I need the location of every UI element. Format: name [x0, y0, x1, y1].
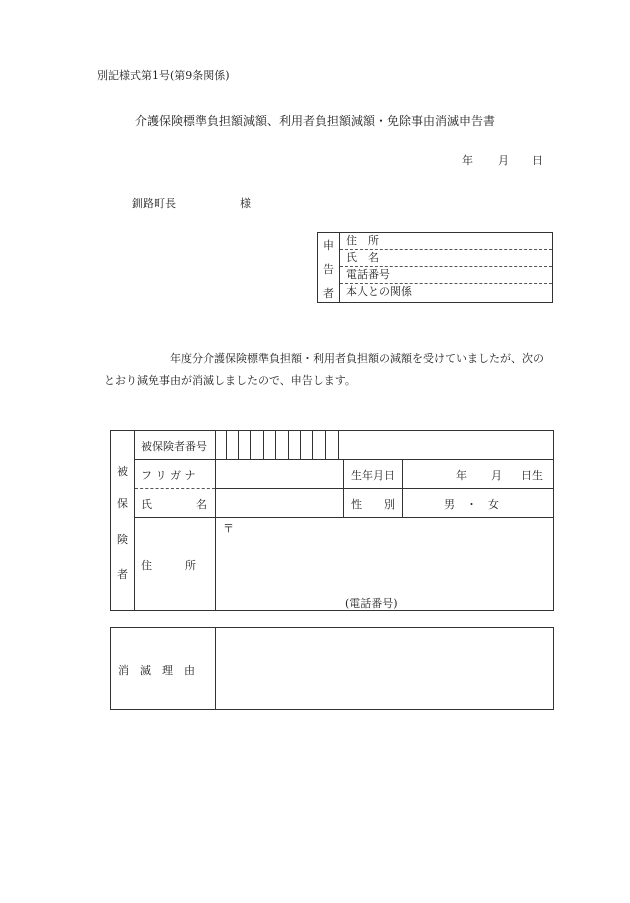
applicant-side-char: 者	[323, 287, 334, 300]
applicant-box	[317, 232, 553, 303]
sex-label: 性 別	[351, 498, 395, 511]
addressee-name: 釧路町長	[132, 197, 176, 210]
date-month: 月	[498, 154, 509, 167]
addressee-honorific: 様	[240, 197, 251, 210]
date-year: 年	[462, 154, 473, 167]
address-input[interactable]	[216, 518, 554, 588]
sex-options[interactable]: 男 ・ 女	[444, 498, 499, 511]
applicant-side-char: 告	[323, 263, 334, 276]
birth-year-unit: 年	[456, 469, 467, 482]
reason-input[interactable]	[216, 628, 553, 709]
applicant-address-label: 住 所	[346, 234, 379, 247]
applicant-phone-label: 電話番号	[346, 268, 390, 281]
form-id: 別記様式第1号(第9条関係)	[97, 69, 230, 82]
address-label: 住 所	[141, 559, 196, 572]
insured-side-char: 被	[117, 465, 128, 478]
insured-side-label	[111, 431, 135, 610]
furigana-label: フ リ ガ ナ	[141, 469, 196, 482]
name-input[interactable]	[216, 489, 343, 517]
applicant-name-field[interactable]	[340, 250, 552, 267]
declaration-text: 年度分介護保険標準負担額・利用者負担額の減額を受けていましたが、次のとおり減免事由が消滅しましたので、申告します。	[104, 352, 544, 387]
reason-box	[110, 627, 554, 710]
birth-date-label: 生年月日	[351, 469, 395, 482]
insured-number-label: 被保険者番号	[141, 440, 207, 453]
reason-label: 消 滅 理 由	[118, 664, 195, 677]
insured-side-char: 保	[117, 497, 128, 510]
birth-month-unit: 月	[491, 469, 502, 482]
applicant-name-label: 氏 名	[346, 251, 379, 264]
insured-side-char: 者	[117, 568, 128, 581]
phone-label: (電話番号)	[345, 597, 398, 610]
furigana-input[interactable]	[216, 460, 343, 487]
applicant-side-label	[318, 233, 340, 302]
applicant-side-char: 申	[323, 239, 334, 252]
applicant-address-field[interactable]	[340, 233, 552, 250]
applicant-relation-field[interactable]	[340, 284, 552, 301]
applicant-relation-label: 本人との関係	[346, 285, 412, 298]
insured-side-char: 険	[117, 533, 128, 546]
date-day: 日	[532, 154, 543, 167]
birth-day-unit: 日生	[521, 469, 543, 482]
postal-mark: 〒	[223, 522, 234, 535]
name-label: 氏 名	[141, 498, 207, 511]
document-title: 介護保険標準負担額減額、利用者負担額減額・免除事由消滅申告書	[134, 114, 495, 128]
insured-person-table	[110, 430, 554, 611]
applicant-phone-field[interactable]	[340, 267, 552, 284]
